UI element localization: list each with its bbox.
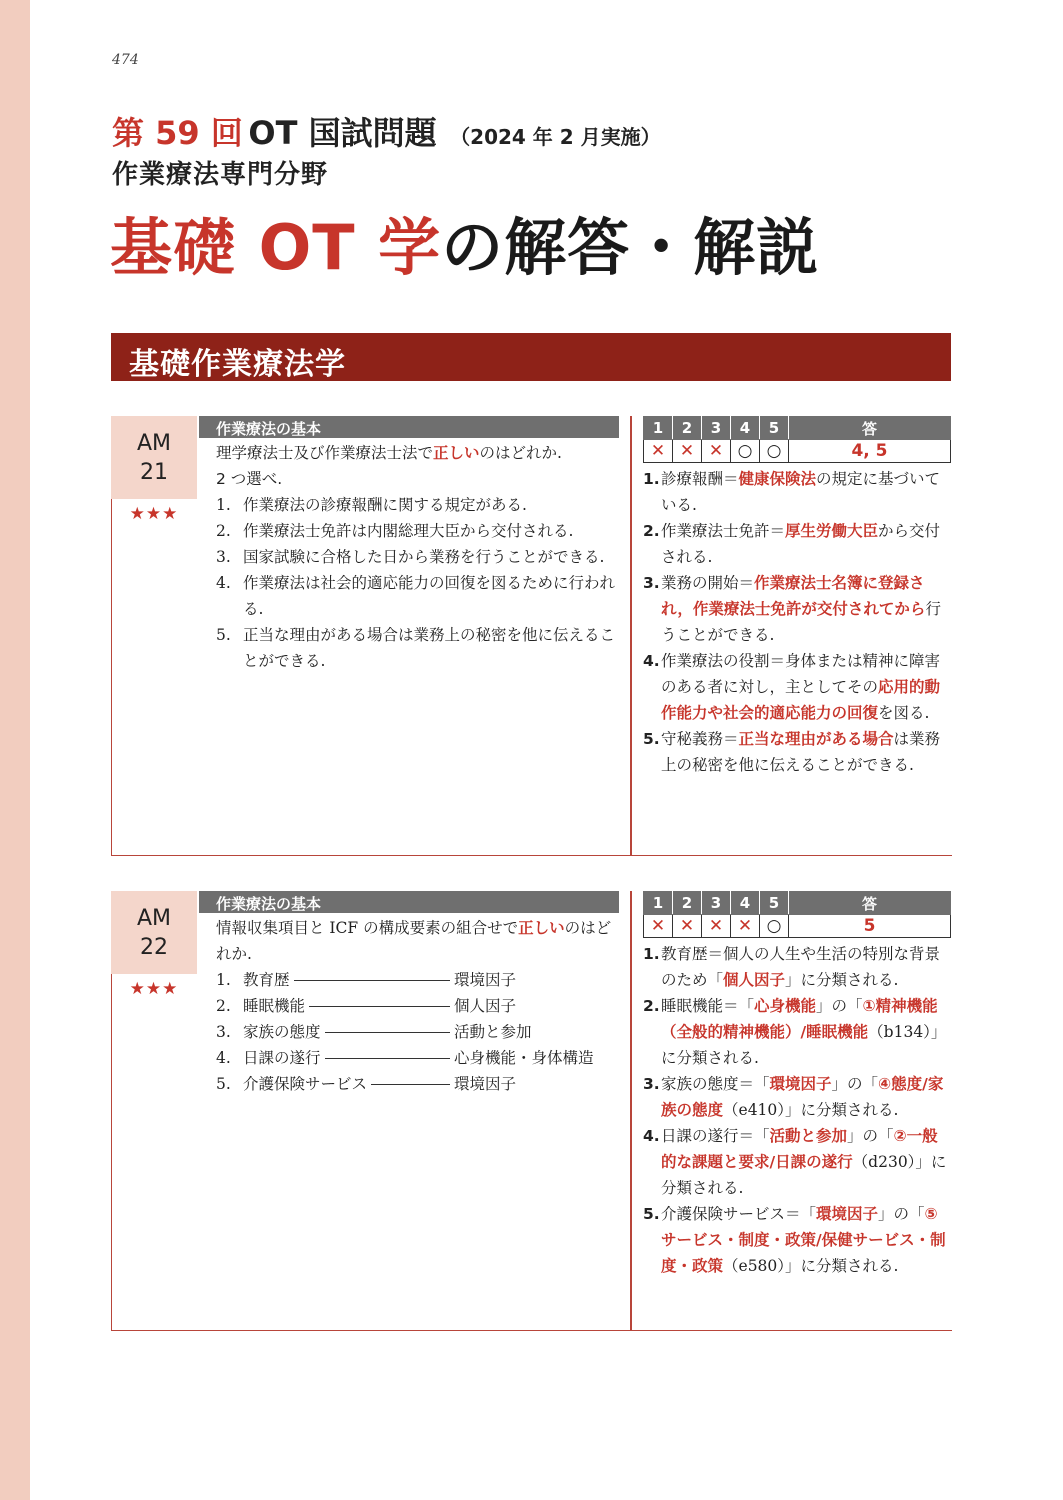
answer-header: 答 — [789, 417, 951, 440]
incorrect-mark: ✕ — [673, 915, 702, 938]
section-header: 基礎作業療法学 — [111, 333, 951, 381]
incorrect-mark: ✕ — [644, 440, 673, 463]
question-block — [111, 891, 952, 1331]
question-number: 21 — [140, 460, 168, 485]
incorrect-mark: ✕ — [673, 440, 702, 463]
question-text — [216, 915, 621, 1097]
incorrect-mark: ✕ — [644, 915, 673, 938]
category-bar: 作業療法の基本 — [199, 891, 619, 913]
question-block — [111, 416, 952, 856]
question-number-badge — [111, 891, 197, 974]
explanation-item: 4. 作業療法の役割＝身体または精神に障害のある者に対し，主としてその応用的動作能力や社会的適応能力の回復を図る. — [643, 652, 941, 722]
question-select-count: 2 つ選べ. — [216, 470, 283, 488]
col-header: 3 — [702, 892, 731, 915]
option-item: 2. 作業療法士免許は内閣総理大臣から交付される. — [216, 522, 574, 540]
option-item: 2. 睡眠機能 個人因子 — [216, 997, 517, 1015]
col-header: 2 — [673, 892, 702, 915]
explanation-item: 3. 業務の開始＝作業療法士名簿に登録され，作業療法士免許が交付されてから行うことができる. — [643, 574, 941, 644]
question-stem: 情報収集項目と ICF の構成要素の組合せで正しいのはどれか. — [216, 919, 612, 963]
am-label: AM — [136, 431, 172, 456]
col-header: 2 — [673, 417, 702, 440]
category-bar: 作業療法の基本 — [199, 416, 619, 438]
question-text — [216, 440, 621, 674]
side-color-bar — [0, 0, 30, 1500]
question-number: 22 — [140, 935, 168, 960]
final-answer: 4, 5 — [789, 440, 951, 463]
option-item: 4. 作業療法は社会的適応能力の回復を図るために行われる. — [216, 574, 616, 618]
exam-date: （2024 年 2 月実施） — [450, 125, 661, 149]
exam-session: 第 59 回 — [112, 114, 243, 152]
option-item: 5. 介護保険サービス 環境因子 — [216, 1075, 517, 1093]
explanation-item: 5. 守秘義務＝正当な理由がある場合は業務上の秘密を他に伝えることができる. — [643, 730, 941, 774]
incorrect-mark: ✕ — [702, 915, 731, 938]
answer-table — [643, 891, 951, 938]
main-title-subject: 基礎 OT 学 — [110, 211, 442, 284]
page-number: 474 — [112, 52, 139, 68]
answer-header: 答 — [789, 892, 951, 915]
difficulty-stars: ★★★ — [129, 979, 179, 999]
incorrect-mark: ✕ — [702, 440, 731, 463]
correct-mark: ○ — [760, 915, 789, 938]
col-header: 5 — [760, 417, 789, 440]
explanation — [643, 466, 953, 778]
final-answer: 5 — [789, 915, 951, 938]
col-header: 4 — [731, 892, 760, 915]
field-title: 作業療法専門分野 — [112, 160, 329, 190]
col-header: 3 — [702, 417, 731, 440]
option-item: 1. 作業療法の診療報酬に関する規定がある. — [216, 496, 527, 514]
col-header: 1 — [644, 892, 673, 915]
exam-title — [112, 108, 661, 152]
answer-table — [643, 416, 951, 463]
main-title — [110, 198, 819, 287]
option-item: 5. 正当な理由がある場合は業務上の秘密を他に伝えることができる. — [216, 626, 616, 670]
question-number-badge — [111, 416, 197, 499]
am-label: AM — [136, 906, 172, 931]
explanation-item: 1. 教育歴＝個人の人生や生活の特別な背景のため「個人因子」に分類される. — [643, 945, 941, 989]
col-header: 5 — [760, 892, 789, 915]
incorrect-mark: ✕ — [731, 915, 760, 938]
explanation-item: 1. 診療報酬＝健康保険法の規定に基づいている. — [643, 470, 941, 514]
exam-name: OT 国試問題 — [248, 114, 437, 152]
option-item: 3. 家族の態度 活動と参加 — [216, 1023, 532, 1041]
explanation-item: 4. 日課の遂行＝「活動と参加」の「②一般的な課題と要求/日課の遂行（d230）」に分類される. — [643, 1127, 947, 1197]
correct-mark: ○ — [760, 440, 789, 463]
explanation-item: 5. 介護保険サービス＝「環境因子」の「⑤サービス・制度・政策/保健サービス・制度・政策（e580）」に分類される. — [643, 1205, 946, 1275]
option-item: 1. 教育歴 環境因子 — [216, 971, 517, 989]
explanation-item: 2. 作業療法士免許＝厚生労働大臣から交付される. — [643, 522, 941, 566]
col-header: 4 — [731, 417, 760, 440]
correct-mark: ○ — [731, 440, 760, 463]
option-item: 3. 国家試験に合格した日から業務を行うことができる. — [216, 548, 605, 566]
explanation — [643, 941, 953, 1279]
difficulty-stars: ★★★ — [129, 504, 179, 524]
col-header: 1 — [644, 417, 673, 440]
explanation-item: 2. 睡眠機能＝「心身機能」の「①精神機能（全般的精神機能）/睡眠機能（b134）」に分類される. — [643, 997, 947, 1067]
explanation-item: 3. 家族の態度＝「環境因子」の「④態度/家族の態度（e410）」に分類される. — [643, 1075, 944, 1119]
question-stem: 理学療法士及び作業療法士法で正しいのはどれか. — [216, 444, 562, 462]
main-title-suffix: の解答・解説 — [441, 211, 820, 284]
option-item: 4. 日課の遂行 心身機能・身体構造 — [216, 1049, 594, 1067]
